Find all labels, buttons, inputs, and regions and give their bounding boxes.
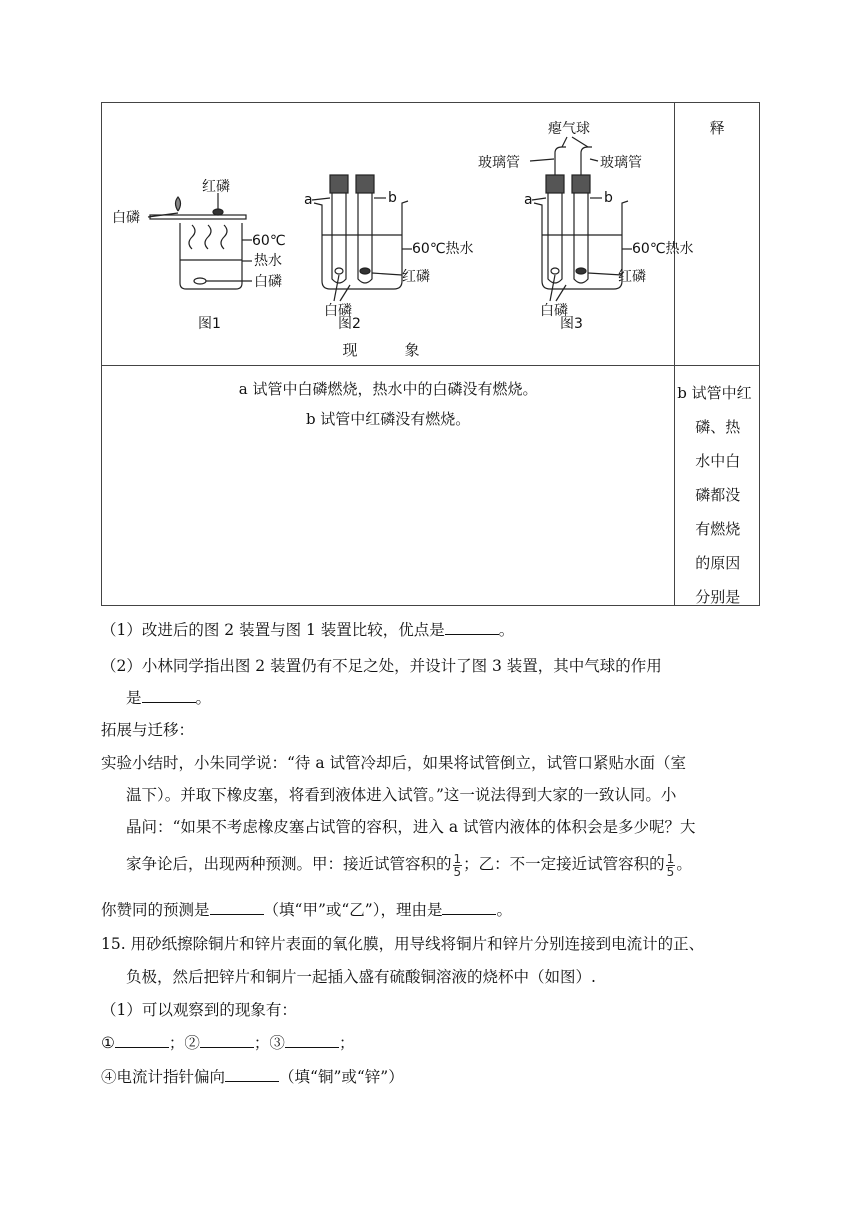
- explanation-line: 磷、热: [695, 418, 741, 436]
- fig3-label-tube-left: 玻璃管: [478, 155, 520, 171]
- answer-blank[interactable]: [285, 1033, 339, 1048]
- explanation-header-cell: [675, 103, 760, 366]
- answer-blank[interactable]: [442, 900, 496, 915]
- extension-line-4: 家争论后，出现两种预测。甲：接近试管容积的 $\frac{1}{5}$ ；乙：不一定接近试管容积的 $\frac{1}{5}$ 。: [126, 851, 692, 879]
- fig3-label-balloon: 瘪气球: [548, 121, 590, 137]
- explanation-text: [675, 376, 759, 614]
- answer-blank[interactable]: [200, 1033, 254, 1048]
- question-15-line-3: （1）可以观察到的现象有：: [101, 1001, 297, 1019]
- observation-line-2: b 试管中红磷没有燃烧。: [305, 410, 471, 428]
- fig1-label-red: 红磷: [202, 179, 230, 195]
- apparatus-figure: [102, 103, 694, 365]
- extension-line-2: 温下）。并取下橡皮塞，将看到液体进入试管。”这一说法得到大家的一致认同。小: [126, 786, 677, 804]
- answer-blank[interactable]: [225, 1067, 279, 1082]
- fraction-one-fifth: $\frac{1}{5}$: [666, 851, 675, 879]
- fig1-label-water: 热水: [254, 253, 282, 269]
- extension-line-3: 晶问：“如果不考虑橡皮塞占试管的容积，进入 a 试管内液体的体积会是多少呢？大: [126, 818, 696, 836]
- fig2-label-a: a: [304, 192, 313, 208]
- fig1-label-white: 白磷: [112, 210, 140, 226]
- explanation-line: 磷都没: [695, 486, 741, 504]
- fig3-label-a: a: [524, 192, 533, 208]
- fig2-label-red: 红磷: [402, 269, 430, 285]
- fig3-label-red: 红磷: [618, 269, 646, 285]
- fig1-label-temp: 60℃: [252, 233, 286, 249]
- observation-cell: [102, 366, 675, 606]
- answer-blank[interactable]: [115, 1033, 169, 1048]
- fig3-label-b: b: [604, 190, 613, 206]
- question-15-line-5: ④电流计指针偏向 （填“铜”或“锌”）: [101, 1068, 404, 1086]
- answer-blank[interactable]: [210, 900, 264, 915]
- explanation-header: 释: [709, 119, 725, 137]
- question-2-line-2: 是 。: [126, 689, 212, 707]
- fig2-label-b: b: [388, 190, 397, 206]
- question-1: （1）改进后的图 2 装置与图 1 装置比较，优点是 。: [101, 621, 515, 639]
- explanation-cell: [675, 366, 760, 606]
- fig3-label-water: 60℃热水: [632, 241, 694, 257]
- extension-line-5: 你赞同的预测是 （填“甲”或“乙”），理由是 。: [101, 901, 512, 919]
- question-2-line-1: （2）小林同学指出图 2 装置仍有不足之处，并设计了图 3 装置，其中气球的作用: [101, 657, 662, 675]
- fig2-label-white: 白磷: [324, 303, 352, 319]
- question-15-line-4: ① ；② ；③ ；: [101, 1034, 355, 1052]
- explanation-line: 水中白: [695, 452, 741, 470]
- explanation-line: b 试管中红: [677, 384, 752, 402]
- fig3-label-white: 白磷: [540, 303, 568, 319]
- question-15-line-1: 15. 用砂纸擦除铜片和锌片表面的氧化膜，用导线将铜片和锌片分别连接到电流计的正、: [101, 935, 705, 953]
- extension-title: 拓展与迁移：: [101, 721, 195, 739]
- explanation-line: 有燃烧: [695, 520, 741, 538]
- fig3-label-tube-right: 玻璃管: [600, 155, 642, 171]
- fig2-label-water: 60℃热水: [412, 241, 474, 257]
- fig3-caption: 图3: [560, 316, 583, 332]
- fig1-label-white2: 白磷: [254, 274, 282, 290]
- answer-blank[interactable]: [142, 688, 196, 703]
- answer-blank[interactable]: [445, 620, 499, 635]
- figure1-apparatus: [148, 193, 252, 289]
- figure2-apparatus: [312, 175, 412, 301]
- figure-cell: [102, 103, 694, 366]
- observation-line-1: a 试管中白磷燃烧，热水中的白磷没有燃烧。: [238, 380, 538, 398]
- explanation-line: 的原因: [695, 554, 741, 572]
- explanation-line: 分别是: [695, 588, 741, 606]
- experiment-table: [101, 102, 760, 606]
- extension-line-1: 实验小结时，小朱同学说：“待 a 试管冷却后，如果将试管倒立，试管口紧贴水面（室: [101, 754, 687, 772]
- fig1-caption: 图1: [198, 316, 221, 332]
- fig2-caption: 图2: [338, 316, 361, 332]
- section-label-phenomenon: 现 象: [342, 341, 436, 359]
- question-15-line-2: 负极，然后把锌片和铜片一起插入盛有硫酸铜溶液的烧杯中（如图）.: [126, 968, 596, 986]
- fraction-one-fifth: $\frac{1}{5}$: [453, 851, 462, 879]
